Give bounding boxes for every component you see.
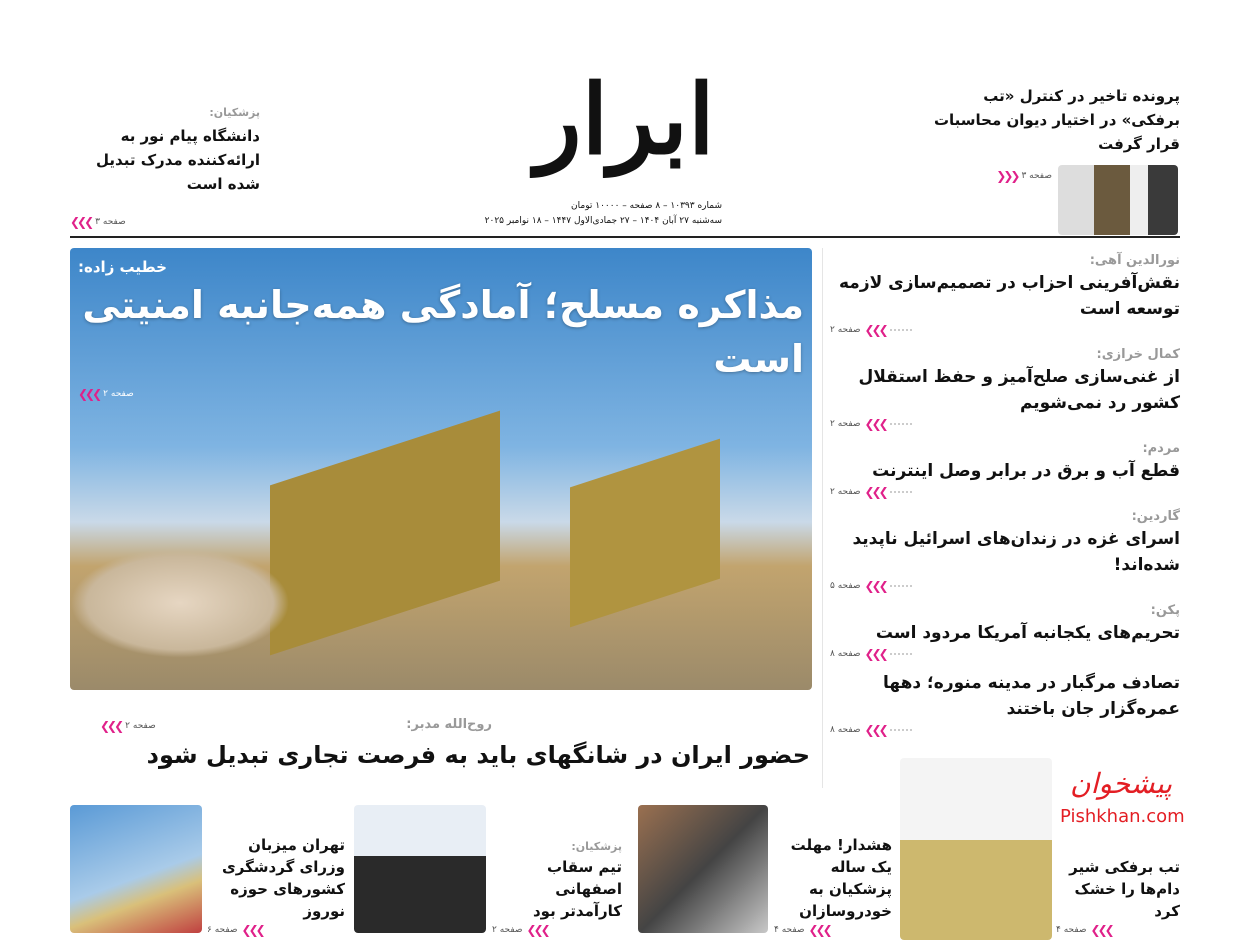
story-headline[interactable]: تحریم‌های یکجانبه آمریکا مردود است xyxy=(875,623,1180,643)
top-left-kicker: پزشکیان: xyxy=(209,106,260,119)
story-page[interactable] xyxy=(830,416,1180,432)
page-label: صفحه ۲ xyxy=(492,925,523,935)
bottom-kicker-3: پزشکیان: xyxy=(571,840,622,853)
missile-launcher-left xyxy=(270,411,500,656)
page-label: صفحه ۳ xyxy=(95,217,126,227)
story-kicker: گاردین: xyxy=(1131,509,1180,524)
dotted-divider xyxy=(890,585,912,587)
page-label: صفحه ۵ xyxy=(830,581,861,591)
top-right-headline[interactable]: پرونده تاخیر در کنترل «تب برفکی» در اختیار دیوان محاسبات قرار گرفت xyxy=(933,87,1180,153)
page-label: صفحه ۲ xyxy=(830,419,861,429)
top-right-page[interactable] xyxy=(990,168,1052,184)
story-headline[interactable]: نقش‌آفرینی احزاب در تصمیم‌سازی لازمه توسعه است xyxy=(838,273,1180,319)
milk-hay-photo xyxy=(900,758,1052,940)
sidebar-story[interactable] xyxy=(830,252,1180,338)
page-label: صفحه ۳ xyxy=(1021,171,1052,181)
second-page[interactable] xyxy=(100,718,180,734)
sidebar-story[interactable] xyxy=(830,346,1180,432)
bottom-story-3[interactable] xyxy=(492,838,622,938)
lead-kicker: خطیب زاده: xyxy=(78,258,167,276)
dotted-divider xyxy=(890,423,912,425)
story-headline[interactable]: قطع آب و برق در برابر وصل اینترنت xyxy=(872,461,1180,481)
bottom-page-4[interactable] xyxy=(207,922,345,938)
bottom-page-3[interactable] xyxy=(492,922,622,938)
story-kicker: کمال خرازی: xyxy=(1096,347,1180,362)
second-headline[interactable]: حضور ایران در شانگهای باید به فرصت تجاری تبدیل شود xyxy=(146,741,810,769)
chevron-left-icon: ❮❮❮ xyxy=(864,485,886,499)
top-left-headline[interactable]: دانشگاه پیام نور به ارائه‌کننده مدرک تبدیل شده است xyxy=(96,127,260,193)
date-line: سه‌شنبه ۲۷ آبان ۱۴۰۴ – ۲۷ جمادی‌الاول ۱۴۴۷ – ۱۸ نوامبر ۲۰۲۵ xyxy=(484,216,722,226)
page-label: صفحه ۴ xyxy=(774,925,805,935)
missile-launcher-right xyxy=(570,439,720,628)
page-label: صفحه ۸ xyxy=(830,725,861,735)
watermark-en: Pishkhan.com xyxy=(1060,806,1185,827)
dotted-divider xyxy=(890,729,912,731)
chevron-left-icon: ❮❮❮ xyxy=(78,387,100,401)
page-label: صفحه ۲ xyxy=(830,325,861,335)
story-page[interactable] xyxy=(830,578,1180,594)
chevron-left-icon: ❮❮❮ xyxy=(864,417,886,431)
bottom-page-1[interactable] xyxy=(1056,922,1180,938)
sidebar-story[interactable] xyxy=(830,602,1180,662)
bottom-story-2[interactable] xyxy=(774,834,892,938)
story-page[interactable] xyxy=(830,722,1180,738)
top-right-photo xyxy=(1058,165,1178,235)
story-kicker: نورالدین آهی: xyxy=(1089,253,1180,268)
bottom-headline-2[interactable]: هشدار! مهلت یک ساله پزشکیان به خودروسازان xyxy=(790,836,892,920)
chevron-left-icon: ❮❮❮ xyxy=(100,719,122,733)
bottom-headline-1[interactable]: تب برفکی شیر دام‌ها را خشک کرد xyxy=(1069,858,1180,920)
lead-page[interactable] xyxy=(78,386,804,402)
watermark-fa: پیشخوان xyxy=(1070,767,1173,800)
chevron-left-icon: ❮❮❮ xyxy=(70,215,92,229)
dotted-divider xyxy=(890,491,912,493)
story-headline[interactable]: تصادف مرگبار در مدینه منوره؛ دهها عمره‌گزار جان باختند xyxy=(882,673,1180,719)
page-label: صفحه ۲ xyxy=(830,487,861,497)
masthead-logo: ابرار xyxy=(535,63,715,176)
lead-headline[interactable]: مذاکره مسلح؛ آمادگی همه‌جانبه امنیتی است xyxy=(82,283,804,381)
chevron-left-icon: ❮❮❮ xyxy=(864,579,886,593)
story-headline[interactable]: اسرای غزه در زندان‌های اسرائیل ناپدید شده‌اند! xyxy=(852,529,1180,575)
trumpets-photo xyxy=(70,805,202,933)
sidebar-story[interactable] xyxy=(830,508,1180,594)
page-label: صفحه ۸ xyxy=(830,649,861,659)
chevron-left-icon: ❮❮❮ xyxy=(241,923,263,937)
chevron-left-icon: ❮❮❮ xyxy=(808,923,830,937)
story-headline[interactable]: از غنی‌سازی صلح‌آمیز و حفظ استقلال کشور رد نمی‌شویم xyxy=(858,367,1180,413)
page-label: صفحه ۴ xyxy=(1056,925,1087,935)
bottom-story-1[interactable] xyxy=(1056,856,1180,938)
story-page[interactable] xyxy=(830,322,1180,338)
top-left-page[interactable] xyxy=(70,214,140,230)
lead-text-block xyxy=(78,256,804,402)
chevron-left-icon: ❮❮❮ xyxy=(864,723,886,737)
second-kicker: روح‌الله مدبر: xyxy=(406,717,492,732)
chevron-left-icon: ❮❮❮ xyxy=(526,923,548,937)
sidebar-divider xyxy=(822,248,823,788)
story-kicker: مردم: xyxy=(1142,441,1180,456)
portrait-photo xyxy=(354,805,486,933)
bottom-page-2[interactable] xyxy=(774,922,892,938)
sidebar-story[interactable] xyxy=(830,670,1180,738)
bottom-headline-4[interactable]: تهران میزبان وزرای گردشگری کشورهای حوزه نوروز xyxy=(221,836,345,920)
chevron-left-icon: ❮❮❮ xyxy=(864,323,886,337)
car-engine-photo xyxy=(638,805,768,933)
smoke-cloud xyxy=(70,548,290,658)
lead-photo[interactable] xyxy=(70,248,812,690)
dotted-divider xyxy=(890,329,912,331)
chevron-left-icon: ❮❮❮ xyxy=(864,647,886,661)
dotted-divider xyxy=(890,653,912,655)
sidebar xyxy=(830,252,1180,746)
page-label: صفحه ۶ xyxy=(207,925,238,935)
chevron-left-icon: ❮❮❮ xyxy=(1090,923,1112,937)
chevron-left-icon: ❮❮❮ xyxy=(996,169,1018,183)
bottom-story-4[interactable] xyxy=(207,834,345,938)
story-page[interactable] xyxy=(830,646,1180,662)
page-label: صفحه ۲ xyxy=(103,389,134,399)
story-kicker: پکن: xyxy=(1150,603,1180,618)
bottom-headline-3[interactable]: تیم سقاب اصفهانی کارآمدتر بود xyxy=(532,858,622,920)
sidebar-story[interactable] xyxy=(830,440,1180,500)
masthead-rule xyxy=(70,236,1180,238)
page-label: صفحه ۲ xyxy=(125,721,156,731)
issue-line: شماره ۱۰۳۹۳ – ۸ صفحه – ۱۰۰۰۰ تومان xyxy=(571,201,722,211)
story-page[interactable] xyxy=(830,484,1180,500)
